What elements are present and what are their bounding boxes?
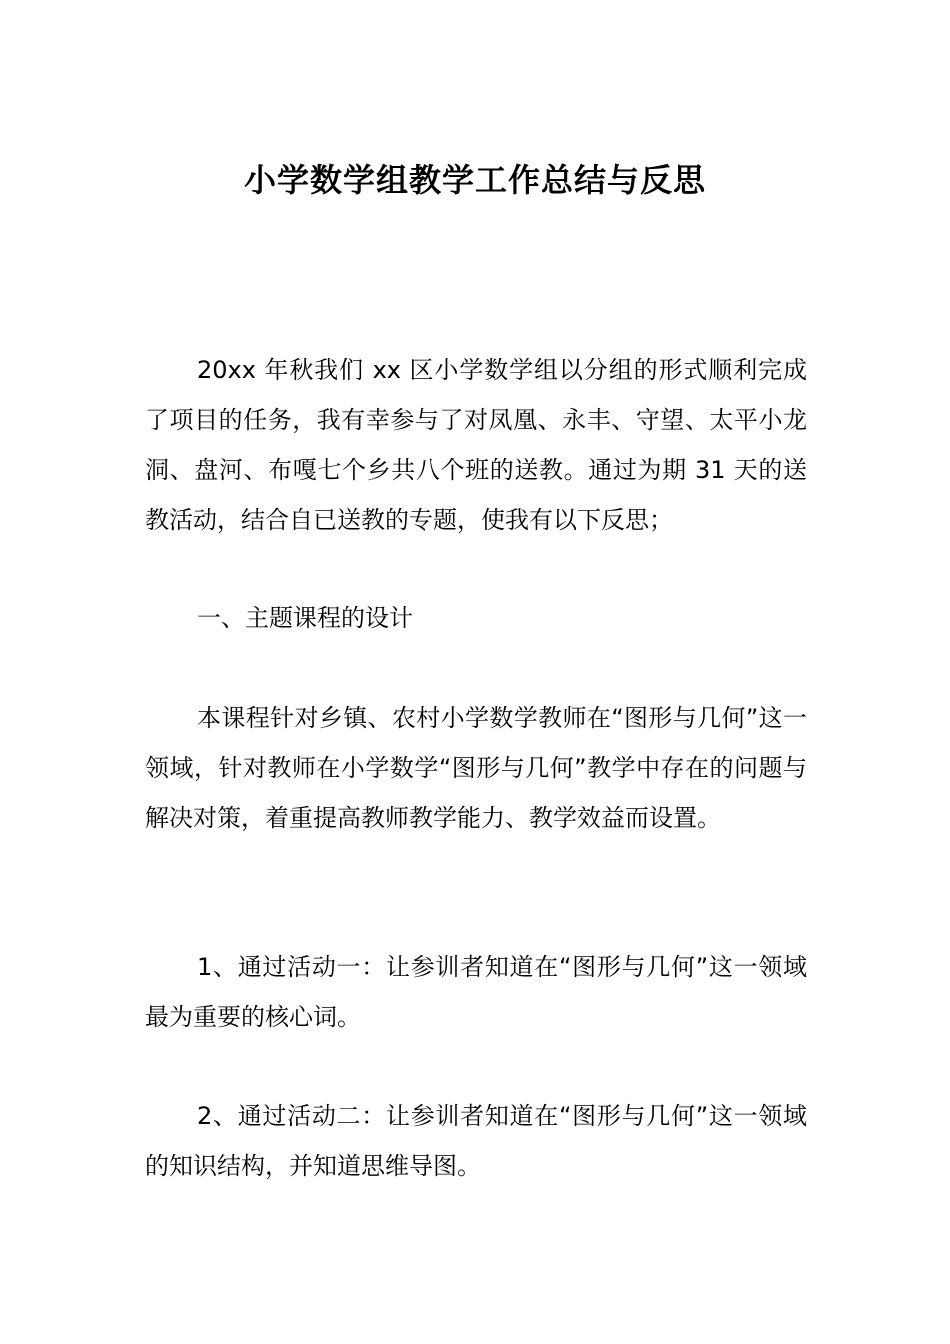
paragraph-course-design: 本课程针对乡镇、农村小学数学教师在“图形与几何”这一领域，针对教师在小学数学“图形与几何”教学中存在的问题与解决对策，着重提高教师教学能力、教学效益而设置。 bbox=[145, 704, 807, 832]
document-title: 小学数学组教学工作总结与反思 bbox=[243, 161, 706, 199]
paragraph-activity-1: 1、通过活动一：让参训者知道在“图形与几何”这一领域最为重要的核心词。 bbox=[145, 953, 807, 1031]
paragraph-activity-2: 2、通过活动二：让参训者知道在“图形与几何”这一领域的知识结构，并知道思维导图。 bbox=[145, 1102, 807, 1180]
section-heading-1: 一、主题课程的设计 bbox=[197, 604, 413, 632]
paragraph-intro: 20xx 年秋我们 xx 区小学数学组以分组的形式顺利完成了项目的任务，我有幸参与了对凤凰、永丰、守望、太平小龙洞、盘河、布嘎七个乡共八个班的送教。通过为期 31 天的送教活动，结合自已送教的专题，使我有以下反思； bbox=[145, 356, 807, 534]
